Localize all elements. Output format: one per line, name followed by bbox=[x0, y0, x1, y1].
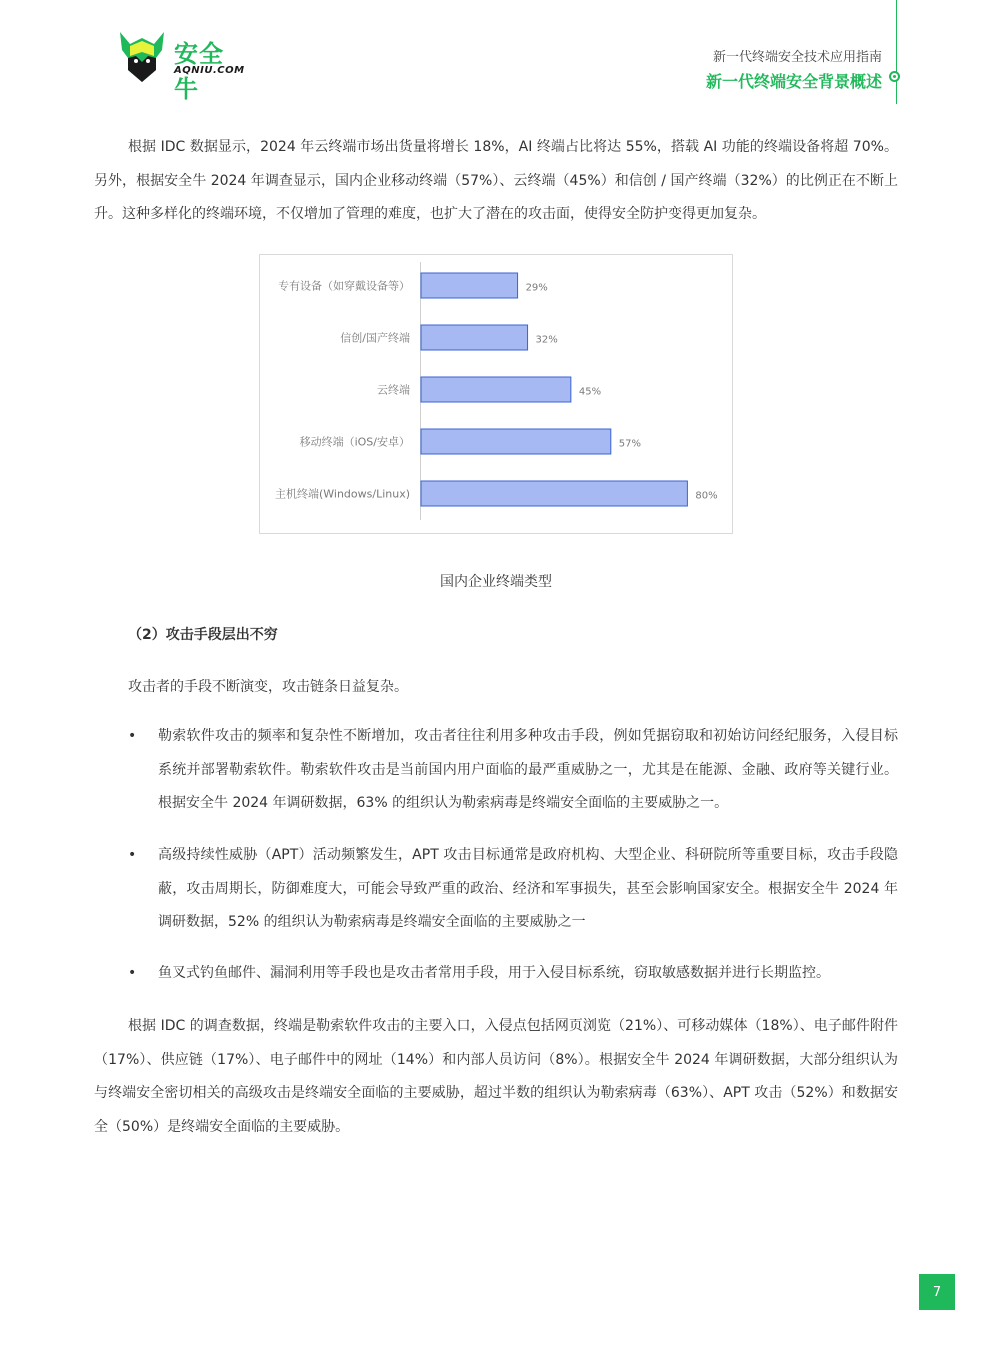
section-heading: （2）攻击手段层出不穷 bbox=[128, 627, 278, 643]
chart-value-label: 32% bbox=[535, 334, 558, 346]
bullet-text: 勒索软件攻击的频率和复杂性不断增加，攻击者往往利用多种攻击手段，例如凭据窃取和初始访问经纪服务，入侵目标系统并部署勒索软件。勒索软件攻击是当前国内用户面临的最严重威胁之一，尤其是在能源、金融、政府等关键行业。根据安全牛 2024 年调研数据，63% 的组织认为勒索病毒是终端安全面临的主要威胁之一。 bbox=[158, 728, 898, 811]
paragraph-intro: 根据 IDC 数据显示，2024 年云终端市场出货量将增长 18%，AI 终端占比将达 55%，搭载 AI 功能的终端设备将超 70%。另外，根据安全牛 2024 年调查显示，国内企业移动终端（57%）、云终端（45%）和信创 / 国产终端（32%）的比例正在不断上升。这种多样化的终端环境，不仅增加了管理的难度，也扩大了潜在的攻击面，使得安全防护变得更加复杂。 bbox=[94, 139, 898, 222]
chart-bar bbox=[421, 273, 518, 298]
section-title: 新一代终端安全背景概述 bbox=[705, 72, 882, 91]
bullet-dot: • bbox=[128, 847, 137, 863]
logo-text: 安全牛 bbox=[174, 40, 224, 103]
document-title: 新一代终端安全技术应用指南 bbox=[712, 50, 882, 65]
chart-category-label: 专有设备（如穿戴设备等） bbox=[278, 279, 410, 293]
chart-bar bbox=[421, 429, 611, 454]
chart-value-label: 29% bbox=[525, 282, 548, 294]
chart-category-label: 主机终端(Windows/Linux) bbox=[274, 487, 410, 501]
chart-bar bbox=[421, 325, 528, 350]
header-marker-icon bbox=[889, 71, 900, 82]
bullet-text: 高级持续性威胁（APT）活动频繁发生，APT 攻击目标通常是政府机构、大型企业、科研院所等重要目标，攻击手段隐蔽，攻击周期长，防御难度大，可能会导致严重的政治、经济和军事损失，甚至会影响国家安全。根据安全牛 2024 年调研数据，52% 的组织认为勒索病毒是终端安全面临的主要威胁之一 bbox=[158, 847, 898, 930]
bullet-dot: • bbox=[128, 728, 137, 744]
chart-value-label: 45% bbox=[578, 386, 602, 398]
brand-logo bbox=[116, 28, 246, 103]
chart-caption: 国内企业终端类型 bbox=[440, 574, 552, 590]
chart-value-label: 57% bbox=[618, 438, 642, 450]
chart-bar bbox=[421, 481, 687, 506]
chart-category-label: 信创/国产终端 bbox=[340, 331, 410, 345]
bullet-text: 鱼叉式钓鱼邮件、漏洞利用等手段也是攻击者常用手段，用于入侵目标系统，窃取敏感数据并进行长期监控。 bbox=[158, 965, 830, 981]
chart-value-label: 80% bbox=[695, 490, 718, 502]
chart-bar bbox=[421, 377, 571, 402]
terminal-type-bar-chart bbox=[259, 254, 733, 534]
chart-category-label: 云终端 bbox=[377, 383, 410, 397]
page-number: 7 bbox=[919, 1274, 955, 1310]
logo-subtext: AQNIU.COM bbox=[174, 65, 245, 76]
header-divider-line bbox=[896, 0, 897, 104]
paragraph-conclusion: 根据 IDC 的调查数据，终端是勒索软件攻击的主要入口，入侵点包括网页浏览（21%）、可移动媒体（18%）、电子邮件附件（17%）、供应链（17%）、电子邮件中的网址（14%）和内部人员访问（8%）。根据安全牛 2024 年调研数据，大部分组织认为与终端安全密切相关的高级攻击是终端安全面临的主要威胁，超过半数的组织认为勒索病毒（63%）、APT 攻击（52%）和数据安全（50%）是终端安全面临的主要威胁。 bbox=[94, 1018, 898, 1135]
section-intro: 攻击者的手段不断演变，攻击链条日益复杂。 bbox=[128, 679, 408, 695]
bull-mascot-icon bbox=[116, 28, 168, 84]
bullet-dot: • bbox=[128, 965, 137, 981]
chart-category-label: 移动终端（iOS/安卓） bbox=[299, 435, 410, 449]
